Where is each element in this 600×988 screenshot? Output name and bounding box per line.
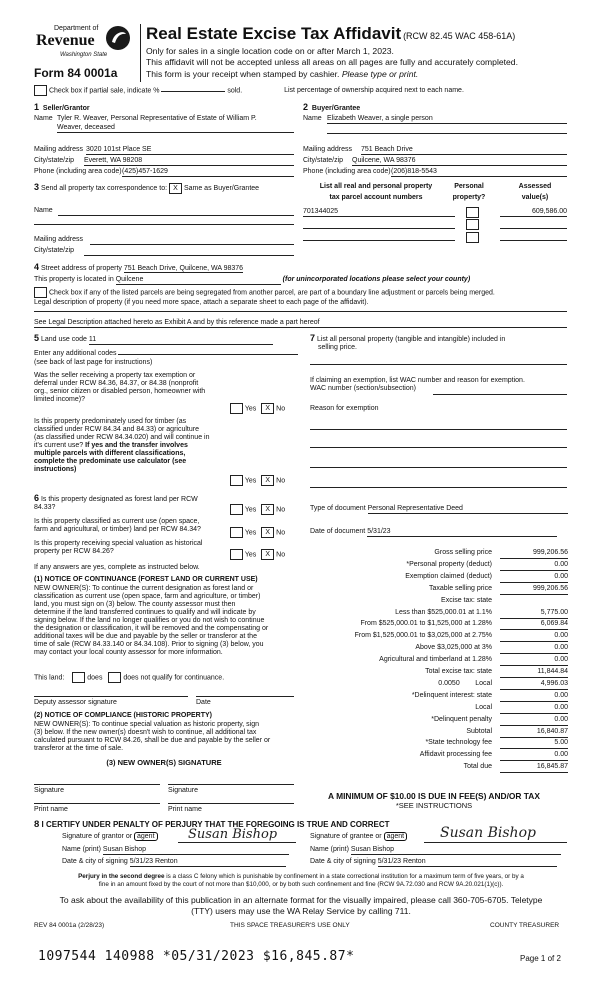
sec3-name-field[interactable]	[58, 207, 294, 216]
tax-row	[300, 762, 568, 773]
form-title: Real Estate Excise Tax Affidavit	[146, 24, 402, 43]
additional-codes-label: Enter any additional codes	[34, 350, 117, 357]
see-back: (see back of last page for instructions)	[34, 359, 153, 366]
personal-property-checkbox-3[interactable]	[466, 232, 479, 243]
sec3-mail-label: Mailing address	[34, 236, 84, 243]
sec6-q1-line: Is this property designated as forest land per RCW	[40, 496, 198, 503]
assessed-value-3[interactable]	[500, 232, 567, 241]
legal-desc[interactable]: See Legal Description attached hereto as Exhibit A and by this reference made a part hereof	[34, 319, 567, 328]
notice2-line: calculated pursuant to RCW 84.26, shall be due and payable by the seller or	[34, 737, 271, 745]
seller-num: 1	[34, 102, 40, 112]
tax-row	[300, 643, 568, 654]
alt-format-notice	[34, 895, 568, 918]
sec3-name-label: Name	[34, 207, 53, 214]
buyer-heading	[303, 102, 360, 113]
tax-row-label: From $1,525,000.01 to $3,025,000 at 2.75%	[354, 632, 492, 640]
buyer-name-label: Name	[303, 115, 322, 122]
receipt-stamp: 1097544 140988 *05/31/2023 $16,845.87*	[38, 949, 355, 964]
owner-print-label-2: Print name	[168, 806, 202, 813]
parcels-col2-b: property?	[452, 194, 486, 202]
parcels-col3	[500, 183, 570, 202]
grantor-date-label: Date & city of signing	[62, 858, 128, 865]
tax-row	[300, 548, 568, 559]
tax-row-label: Affidavit processing fee	[419, 751, 492, 759]
sec3-mail-field[interactable]	[90, 236, 294, 245]
sec6-q3-line: Is this property receiving special valuation as historical	[34, 540, 203, 547]
new-owner-sig-title: (3) NEW OWNER(S) SIGNATURE	[106, 758, 222, 767]
current-use-yes-checkbox[interactable]	[230, 527, 243, 538]
sec5-num: 5	[34, 333, 40, 343]
land-use-code[interactable]: 11	[89, 336, 273, 345]
tax-row-value[interactable]: 0.00	[500, 656, 568, 666]
exemption-line: WAC number (section/subsection)	[310, 385, 416, 393]
doc-type[interactable]: Personal Representative Deed	[368, 505, 568, 514]
buyer-city-label: City/state/zip	[303, 157, 344, 164]
grantee-name[interactable]: Susan Bishop	[351, 846, 561, 855]
grantee-date-label: Date & city of signing	[310, 858, 376, 865]
assessed-value-1[interactable]: 609,586.00	[500, 208, 567, 217]
sec7-text	[310, 333, 505, 352]
see-instructions: *SEE INSTRUCTIONS	[395, 801, 473, 810]
partial-sale-row	[34, 85, 464, 96]
tax-row	[300, 703, 568, 714]
legal-desc-line[interactable]	[34, 311, 567, 312]
tax-row-label: Excise tax: state	[441, 596, 492, 604]
sec7-line: List all personal property (tangible and intangible) included in	[316, 336, 506, 343]
partial-percent-field[interactable]	[161, 91, 225, 92]
notice2-title: (2) NOTICE OF COMPLIANCE (HISTORIC PROPERTY)	[34, 712, 212, 719]
sec6-num: 6	[34, 493, 40, 503]
alt-format-line: (TTY) users may use the WA Relay Service by calling 711.	[191, 906, 411, 917]
segregated-row	[34, 287, 495, 298]
located-note: (for unincorporated locations please select your county)	[282, 276, 471, 283]
doc-type-label: Type of document	[310, 505, 366, 512]
deputy-date-line[interactable]	[196, 696, 294, 697]
sec7-line: selling price.	[318, 344, 357, 352]
parcels-col1	[310, 183, 442, 202]
tax-row-value[interactable]: 0.00	[500, 716, 568, 726]
seller-name-line1[interactable]: Tyler R. Weaver, Personal Representative of Estate of William P.	[57, 115, 257, 122]
segregated-label: Check box if any of the listed parcels are being segregated from another parcel, are part of a boundary line adjustment or parcels being merged.	[48, 289, 495, 297]
treasurer-only: THIS SPACE TREASURER'S USE ONLY	[230, 922, 350, 929]
does-not-label: does not qualify for continuance.	[123, 674, 225, 682]
sec6-q3-answer	[230, 549, 285, 560]
land-use-label: Land use code	[40, 336, 87, 343]
forest-yes-checkbox[interactable]	[230, 504, 243, 515]
sec3-text: Send all property tax correspondence to:	[40, 185, 168, 192]
seller-phone-label: Phone (including area code)	[34, 168, 122, 175]
tax-row	[300, 667, 568, 678]
buyer-name-line2[interactable]	[327, 133, 567, 134]
tax-row-label: *Delinquent penalty	[431, 715, 492, 723]
deputy-date-label: Date	[196, 699, 211, 706]
grantor-sig-row	[62, 833, 158, 841]
yes-label: Yes	[244, 477, 257, 485]
personal-property-line-1[interactable]	[310, 364, 567, 365]
tax-row-value[interactable]: 4,996.03	[500, 680, 568, 690]
parcels-col1-a: List all real and personal property	[319, 183, 433, 190]
tax-row	[300, 608, 568, 619]
doc-date[interactable]: 5/31/23	[367, 528, 557, 537]
header-sub3	[146, 70, 418, 80]
owner-print-line-2[interactable]	[168, 803, 294, 804]
sec7-num: 7	[310, 333, 316, 343]
q1-answer	[230, 403, 285, 414]
does-label: does	[87, 674, 103, 682]
current-use-no-checkbox[interactable]: X	[261, 527, 274, 538]
owner-print-line-1[interactable]	[34, 803, 160, 804]
grantee-sig-row	[310, 833, 407, 841]
yes-label: Yes	[244, 529, 257, 537]
tax-row-label: Total due	[463, 763, 492, 771]
q1-line: limited income)?	[34, 396, 85, 404]
does-not-checkbox[interactable]	[108, 672, 121, 683]
sec6-q3	[34, 540, 202, 556]
q2-yes-checkbox[interactable]	[230, 475, 243, 486]
parcels-col2	[448, 183, 490, 202]
grantee-sig-label: Signature of grantee or	[310, 833, 382, 840]
deputy-label: Deputy assessor signature	[34, 699, 117, 706]
tax-row	[300, 572, 568, 583]
buyer-mail-label: Mailing address	[303, 146, 353, 153]
tax-row-label: Taxable selling price	[428, 584, 492, 592]
this-land-label: This land:	[34, 674, 65, 682]
this-land-row	[34, 672, 224, 683]
grantee-date-row	[310, 858, 557, 867]
same-as-buyer-label: Same as Buyer/Grantee	[183, 185, 260, 192]
parcel-number-1[interactable]: 701344025	[303, 208, 455, 217]
dept-top: Department of	[54, 25, 99, 32]
grantee-sig-line[interactable]	[424, 842, 567, 843]
tax-row	[300, 679, 568, 690]
tax-row-label: 0.0050 Local	[438, 679, 492, 687]
yes-label: Yes	[244, 405, 257, 413]
tax-row-value[interactable]: 5,775.00	[500, 609, 568, 619]
sec6-q1-answer	[230, 504, 285, 515]
notice1-line: time of sale (RCW 84.33.140 or 84.34.108). Prior to signing (3) below, you	[34, 641, 264, 649]
q2-line: (as classified under RCW 84.34.020) and will continue in	[34, 434, 210, 442]
street-address[interactable]: 751 Beach Drive, Quilcene, WA 98376	[123, 265, 244, 272]
owner-sig-label-2: Signature	[168, 787, 198, 794]
sec6-q2-line: farm and agricultural, or timber) land per RCW 84.34?	[34, 526, 201, 534]
exemption-line: If claiming an exemption, list WAC number and reason for exemption.	[310, 377, 525, 384]
sec3-city-label: City/state/zip	[34, 247, 75, 254]
notice1-line: classification as current use (open space, farm and agriculture, or timber)	[34, 593, 261, 601]
partial-sold: sold.	[227, 87, 243, 95]
sec4-num: 4	[34, 262, 40, 272]
buyer-num: 2	[303, 102, 309, 112]
notice1-title: (1) NOTICE OF CONTINUANCE (FOREST LAND OR CURRENT USE)	[34, 576, 258, 583]
revenue-swoosh-icon	[104, 24, 132, 52]
additional-codes-field[interactable]	[118, 347, 298, 355]
parcel-number-2[interactable]	[303, 220, 455, 229]
doc-type-row	[310, 505, 568, 514]
tax-row-label: *Delinquent interest: state	[411, 691, 492, 699]
perjury-text-2: fine in an amount fixed by the court of not more than $10,000, or by both such confinement and fine (RCW 9A.72.030 and RCW 9A.20.021(1)(c)).	[98, 881, 504, 889]
wac-field[interactable]	[433, 394, 567, 395]
grantor-sig-label: Signature of grantor or	[62, 833, 133, 840]
tax-row-value[interactable]: 0.00	[500, 561, 568, 571]
seller-heading-label: Seller/Grantor	[42, 105, 90, 112]
sec5-row	[34, 333, 273, 345]
personal-property-checkbox-1[interactable]	[466, 207, 479, 218]
tax-row-value[interactable]: 6,069.84	[500, 620, 568, 630]
tax-row-value[interactable]: 0.00	[500, 644, 568, 654]
yes-label: Yes	[244, 551, 257, 559]
parcels-col3-b: value(s)	[521, 194, 549, 202]
sec3-row	[34, 182, 259, 194]
sec6-q1-line: 84.33?	[34, 504, 56, 512]
grantor-date-row	[62, 858, 286, 867]
buyer-city[interactable]: Quilcene, WA 98376	[352, 157, 567, 166]
tax-row	[300, 596, 568, 607]
q2-bold-line: complete the predominate use calculator (see	[34, 458, 187, 466]
no-label: No	[276, 551, 286, 559]
tax-row-label: Local	[475, 703, 492, 711]
tax-row	[300, 560, 568, 571]
doc-date-label: Date of document	[310, 528, 366, 535]
minimum-fee: A MINIMUM OF $10.00 IS DUE IN FEE(S) AND/OR TAX	[328, 791, 540, 801]
notice1-line: the designation or classification, it will be removed and the compensating or	[34, 625, 269, 633]
tax-row-value[interactable]: 5.00	[500, 739, 568, 749]
reason-line-2[interactable]	[310, 447, 567, 448]
header-sub3-b: Please type or print.	[341, 69, 419, 79]
notice1-line: land, you must sign on (3) below. The county assessor must then	[34, 601, 236, 609]
seller-city-label: City/state/zip	[34, 157, 75, 164]
sec4-located-row	[34, 276, 470, 285]
partial-label: Check box if partial sale, indicate %	[48, 87, 160, 95]
q1-text	[34, 372, 205, 404]
grantee-name-row	[310, 846, 561, 855]
tax-row-label: Gross selling price	[434, 549, 492, 556]
notice2-line: NEW OWNER(S): To continue special valuation as historic property, sign	[34, 721, 259, 728]
tax-row-label: *State technology fee	[425, 739, 492, 747]
q1-no-checkbox[interactable]: X	[261, 403, 274, 414]
notice1-line: signing below. If the land no longer qualifies or you do not wish to continue	[34, 617, 265, 625]
legal-desc-label: Legal description of property (if you need more space, attach a separate sheet to each page of the affidavit).	[34, 299, 369, 306]
reason-line-4[interactable]	[310, 487, 567, 488]
q2-answer	[230, 475, 285, 486]
grantee-date[interactable]: 5/31/23 Renton	[378, 858, 557, 867]
grantee-signature[interactable]: Susan Bishop	[440, 825, 536, 841]
tax-row-value[interactable]: 0.00	[500, 704, 568, 714]
tax-row-label: Total excise tax: state	[425, 668, 492, 675]
located-label: This property is located in	[34, 276, 114, 283]
sec8-num: 8	[34, 819, 40, 830]
tax-row	[300, 738, 568, 749]
tax-row	[300, 584, 568, 595]
seller-phone[interactable]: (425)457-1629	[122, 168, 294, 177]
parcels-col2-a: Personal	[454, 183, 484, 190]
forest-no-checkbox[interactable]: X	[261, 504, 274, 515]
seller-mail-label: Mailing address	[34, 146, 84, 153]
q2-line-a: it's current use?	[34, 442, 84, 450]
header-sub1: Only for sales in a single location code on or after March 1, 2023.	[146, 46, 394, 56]
notice1-line: determine if the land transferred continues to qualify and will indicate by	[34, 609, 256, 617]
sec6-q2	[34, 518, 201, 534]
grantee-name-label: Name (print)	[310, 846, 349, 853]
buyer-heading-label: Buyer/Grantee	[311, 105, 361, 112]
perjury-bold: Perjury in the second degree	[78, 873, 165, 880]
tax-row-value[interactable]: 0.00	[500, 573, 568, 583]
tax-row-label: Less than $525,000.01 at 1.1%	[395, 608, 492, 616]
tax-row	[300, 619, 568, 630]
owner-sig-label-1: Signature	[34, 787, 64, 794]
tax-row-value[interactable]	[500, 597, 568, 606]
notice2-line: transferor at the time of sale.	[34, 745, 124, 753]
q2-line	[34, 442, 209, 450]
tax-row-label: From $525,000.01 to $1,525,000 at 1.28%	[360, 620, 492, 628]
alt-format-line: To ask about the availability of this publication in an alternate format for the visually impaired, please call 360-705-6705. Teletype	[59, 895, 543, 905]
notice2-text	[34, 721, 304, 753]
sec3-name-field-2[interactable]	[34, 224, 294, 225]
tax-row	[300, 631, 568, 642]
exemption-text	[310, 377, 525, 393]
buyer-phone-label: Phone (including area code)	[303, 168, 391, 175]
header-divider	[140, 24, 141, 82]
certify-text: I CERTIFY UNDER PENALTY OF PERJURY THAT THE FOREGOING IS TRUE AND CORRECT	[41, 820, 390, 829]
dept-state: Washington State	[60, 52, 108, 58]
tax-row-value[interactable]: 16,845.87	[500, 763, 568, 773]
q1-line: Was the seller receiving a property tax exemption or	[34, 372, 196, 379]
header-sub2: This affidavit will not be accepted unless all areas on all pages are fully and accurately completed.	[146, 57, 518, 67]
reason-line-3[interactable]	[310, 467, 567, 468]
no-label: No	[276, 529, 286, 537]
tax-row-label: Above $3,025,000 at 3%	[415, 644, 492, 652]
notice1-line: NEW OWNER(S): To continue the current designation as forest land or	[34, 585, 254, 592]
form-rcw: (RCW 82.45 WAC 458-61A)	[403, 31, 516, 41]
notice1-line: additional taxes will be due and payable by the seller or transferor at the	[34, 633, 257, 641]
buyer-name[interactable]: Elizabeth Weaver, a single person	[327, 115, 567, 124]
additional-codes-row	[34, 347, 298, 358]
deputy-sig-line[interactable]	[34, 696, 188, 697]
dept-main: Revenue	[36, 32, 95, 49]
sec6-q1	[34, 493, 198, 512]
no-label: No	[276, 506, 286, 514]
buyer-mail[interactable]: 751 Beach Drive	[361, 146, 567, 155]
header-sub3-a: This form is your receipt when stamped by cashier.	[146, 69, 342, 79]
q2-bold-line: instructions)	[34, 466, 77, 474]
grantee-agent-circle: agent	[384, 832, 408, 841]
tax-row-label: *Personal property (deduct)	[406, 560, 492, 568]
owner-sig-line-1[interactable]	[34, 784, 160, 785]
q1-line: deferral under RCW 84.36, 84.37, or 84.38 (nonprofit	[34, 380, 199, 388]
historic-yes-checkbox[interactable]	[230, 549, 243, 560]
sec6-q2-line: Is this property classified as current use (open space,	[34, 518, 200, 525]
owner-sig-line-2[interactable]	[168, 784, 294, 785]
q1-line: org., senior citizen or disabled person, homeowner with	[34, 388, 206, 396]
doc-date-row	[310, 528, 557, 537]
personal-property-checkbox-2[interactable]	[466, 219, 479, 230]
sec3-num: 3	[34, 182, 40, 192]
parcel-number-3[interactable]	[303, 232, 455, 241]
buyer-phone[interactable]: (206)818-5543	[391, 168, 567, 177]
tax-row	[300, 691, 568, 702]
no-label: No	[276, 477, 286, 485]
partial-sale-checkbox[interactable]	[34, 85, 47, 96]
notice2-line: (3) below. If the new owner(s) doesn't wish to continue, all additional tax	[34, 729, 257, 737]
historic-no-checkbox[interactable]: X	[261, 549, 274, 560]
county-treasurer: COUNTY TREASURER	[490, 922, 560, 929]
same-as-buyer-checkbox[interactable]: X	[169, 183, 182, 194]
seller-city[interactable]: Everett, WA 98208	[84, 157, 294, 166]
parcels-col3-a: Assessed	[518, 183, 552, 190]
seller-name-label: Name	[34, 115, 53, 122]
tax-row	[300, 655, 568, 666]
q2-no-checkbox[interactable]: X	[261, 475, 274, 486]
tax-row	[300, 715, 568, 726]
perjury-notice	[34, 873, 568, 889]
tax-row	[300, 750, 568, 761]
tax-row-value[interactable]: 999,206.56	[500, 585, 568, 595]
seller-name-line2[interactable]: Weaver, deceased	[57, 124, 294, 133]
rev-number: REV 84 0001a (2/28/23)	[34, 922, 105, 929]
parcels-col1-b: tax parcel account numbers	[329, 194, 423, 202]
perjury-text: is a class C felony which is punishable by confinement in a state correctional institution for a maximum term of five years, or by a	[164, 873, 524, 880]
reason-line-1[interactable]	[310, 429, 567, 430]
q2-text	[34, 418, 209, 474]
q2-bold-a: If yes and the transfer involves	[85, 442, 188, 450]
notice1-line: may contact your local county assessor for more information.	[34, 649, 223, 657]
sec6-q3-line: property per RCW 84.26?	[34, 548, 114, 556]
seller-mail[interactable]: 3020 101st Place SE	[86, 146, 294, 155]
grantor-date[interactable]: 5/31/23 Renton	[130, 858, 286, 867]
q1-yes-checkbox[interactable]	[230, 403, 243, 414]
no-label: No	[276, 405, 286, 413]
assessed-value-2[interactable]	[500, 220, 567, 229]
form-title-row	[146, 24, 515, 44]
sec6-q2-answer	[230, 527, 285, 538]
tax-row-value[interactable]: 0.00	[500, 632, 568, 642]
grantor-name-row	[62, 846, 289, 855]
owner-print-label-1: Print name	[34, 806, 68, 813]
grantor-agent-circle: agent	[134, 832, 158, 841]
dor-logo	[34, 22, 134, 72]
tax-row-label: Exemption claimed (deduct)	[405, 572, 492, 580]
does-checkbox[interactable]	[72, 672, 85, 683]
tax-row-label: Agricultural and timberland at 1.28%	[379, 656, 492, 664]
tax-row-value[interactable]: 0.00	[500, 692, 568, 702]
tax-row-value[interactable]: 16,840.87	[500, 728, 568, 738]
segregated-checkbox[interactable]	[34, 287, 47, 298]
partial-note: List percentage of ownership acquired next to each name.	[284, 87, 464, 95]
tax-row	[300, 727, 568, 738]
grantor-name[interactable]: Susan Bishop	[103, 846, 289, 855]
yes-label: Yes	[244, 506, 257, 514]
sec4-row	[34, 262, 243, 273]
tax-row-label: Subtotal	[466, 727, 492, 735]
located-field[interactable]: Quilcene	[116, 276, 281, 285]
tax-row-value[interactable]: 999,206.56	[500, 549, 568, 559]
seller-heading	[34, 102, 90, 113]
reason-label: Reason for exemption	[310, 405, 379, 412]
tax-row-value[interactable]: 0.00	[500, 751, 568, 761]
tax-row-value[interactable]: 11,844.84	[500, 668, 568, 678]
q2-bold-line: multiple parcels with different classifications,	[34, 450, 186, 458]
page-number: Page 1 of 2	[520, 954, 561, 963]
sec3-city-field[interactable]	[84, 247, 294, 256]
if-yes: If any answers are yes, complete as instructed below.	[34, 564, 200, 571]
grantor-signature[interactable]: Susan Bishop	[188, 827, 278, 842]
form-number: Form 84 0001a	[34, 66, 118, 80]
notice1-text	[34, 585, 304, 657]
q2-line: Is this property predominately used for timber (as	[34, 418, 187, 425]
sec4-label: Street address of property	[40, 265, 122, 272]
q2-line: classified under RCW 84.34 and 84.33) or agriculture	[34, 426, 199, 434]
grantor-name-label: Name (print)	[62, 846, 101, 853]
